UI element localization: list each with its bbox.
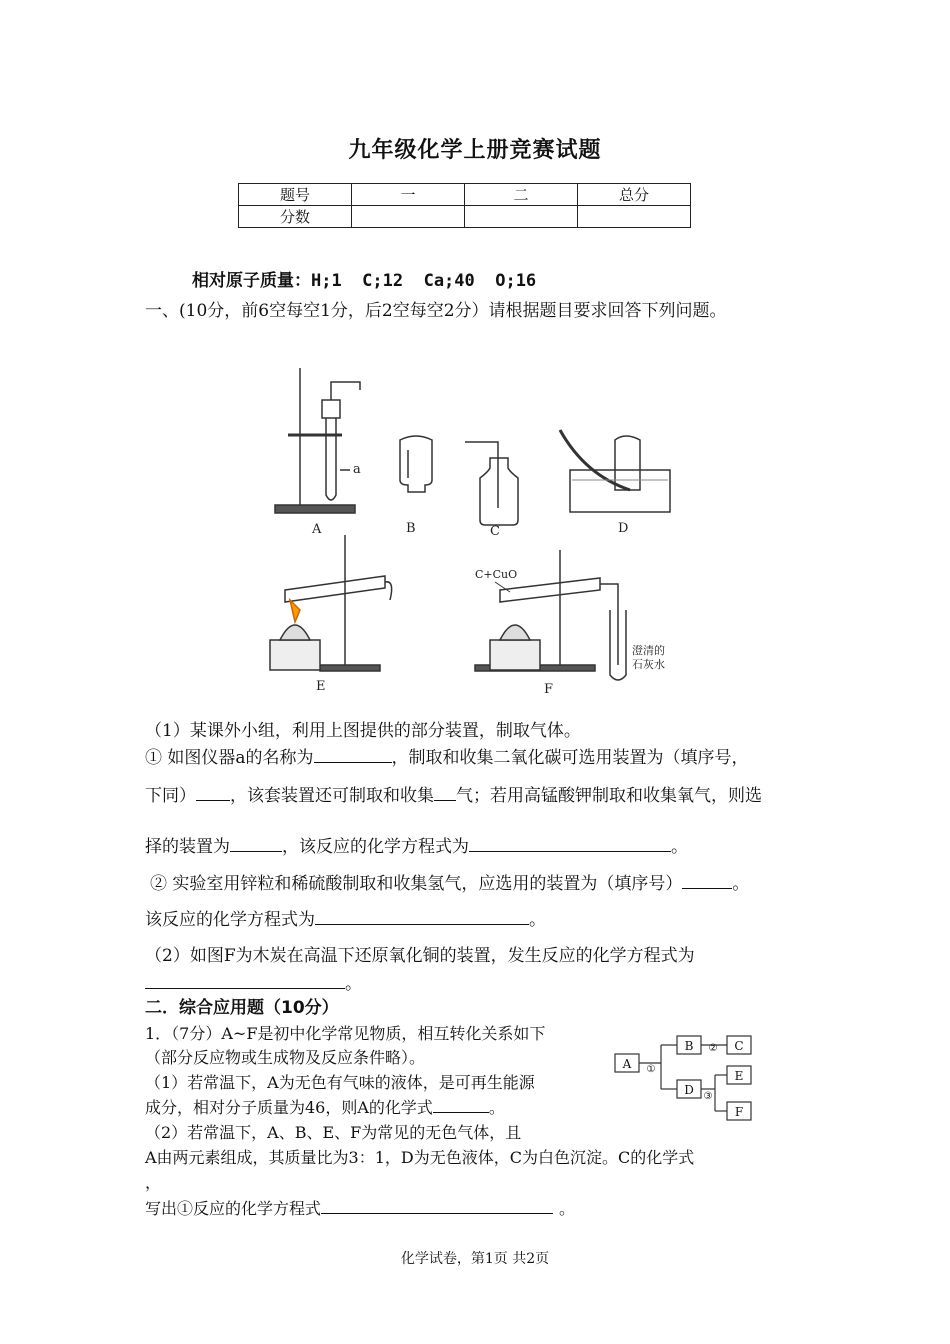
atomic-mass-label: 相对原子质量：	[192, 271, 311, 291]
diagram-label-b: B	[684, 1039, 694, 1053]
q1-text: 。	[732, 874, 750, 894]
figure-label-limewater-1: 澄清的	[632, 644, 665, 657]
q1-text: ② 实验室用锌粒和稀硫酸制取和收集氢气，应选用的装置为（填序号）	[150, 874, 683, 894]
figure-label-D: D	[618, 521, 629, 536]
score-cell	[352, 206, 465, 228]
q1-text: ，该反应的化学方程式为	[282, 837, 469, 857]
diagram-label-c: C	[734, 1039, 744, 1053]
q1-text: 。	[529, 910, 546, 930]
q1-line-4	[150, 869, 749, 894]
relation-diagram	[605, 1024, 765, 1126]
q1-text: 下同）	[145, 786, 196, 806]
figure-label-limewater-2: 石灰水	[632, 658, 665, 671]
q1-text: 气；若用高锰酸钾制取和收集氧气，则选	[456, 786, 762, 806]
s2-p6: A由两元素组成，其质量比为3：1，D为无色液体，C为白色沉淀。C的化学式	[145, 1148, 695, 1167]
q2-line-1: （2）如图F为木炭在高温下还原氧化铜的装置，发生反应的化学方程式为	[145, 946, 695, 966]
page-title: 九年级化学上册竞赛试题	[348, 138, 602, 163]
q1-text: 。	[671, 837, 688, 857]
s2-p1: 1．（7分）A~F是初中化学常见物质，相互转化关系如下	[145, 1024, 546, 1043]
diagram-label-d: D	[684, 1083, 694, 1097]
s2-p8	[145, 1196, 575, 1219]
score-table-header-cell: 二	[465, 184, 578, 206]
diagram-reaction-2: ②	[708, 1043, 718, 1054]
score-table-score-row	[239, 206, 691, 228]
diagram-label-f: F	[734, 1105, 744, 1119]
apparatus-figure	[260, 360, 700, 705]
score-table-header-cell: 总分	[578, 184, 691, 206]
score-table	[238, 183, 691, 228]
s2-text: 写出①反应的化学方程式	[145, 1199, 322, 1218]
s2-p3: （1）若常温下，A为无色有气味的液体，是可再生能源	[145, 1073, 535, 1092]
figure-label-B: B	[406, 521, 416, 536]
figure-label-A: A	[312, 522, 322, 537]
q1-text: ，该套装置还可制取和收集	[230, 786, 434, 806]
diagram-label-e: E	[734, 1069, 744, 1083]
answer-blank[interactable]	[145, 974, 345, 989]
apparatus-e	[270, 535, 392, 671]
apparatus-a	[275, 368, 360, 513]
q1-line-5	[145, 905, 546, 930]
score-cell	[578, 206, 691, 228]
s2-p2: （部分反应物或生成物及反应条件略）。	[145, 1048, 426, 1067]
apparatus-d	[560, 430, 670, 512]
q1-line-3	[145, 832, 688, 857]
q2-text: 。	[345, 974, 362, 994]
answer-blank[interactable]	[469, 837, 671, 852]
diagram-reaction-3: ③	[703, 1091, 713, 1102]
answer-blank[interactable]	[433, 1098, 489, 1113]
q1-line-2	[145, 781, 762, 806]
figure-label-E: E	[316, 679, 326, 694]
figure-label-F: F	[544, 682, 554, 697]
score-table-header-row	[239, 184, 691, 206]
answer-blank[interactable]	[314, 748, 392, 763]
s2-p4	[145, 1095, 505, 1118]
s2-p5: （2）若常温下，A、B、E、F为常见的无色气体，且	[145, 1123, 522, 1142]
answer-blank[interactable]	[315, 910, 529, 925]
score-table-header-cell: 一	[352, 184, 465, 206]
figure-label-cuo: C+CuO	[475, 568, 518, 581]
q1-text: ，制取和收集二氧化碳可选用装置为（填序号，	[391, 748, 749, 768]
diagram-label-a: A	[622, 1057, 632, 1071]
q2-line-2	[145, 969, 362, 994]
q1-line-1	[145, 743, 749, 768]
answer-blank[interactable]	[230, 837, 282, 852]
apparatus-b	[400, 436, 432, 492]
figure-label-a: a	[353, 462, 361, 477]
q1-text: 择的装置为	[145, 837, 230, 857]
figure-label-C: C	[490, 524, 500, 539]
diagram-reaction-1: ①	[646, 1064, 656, 1075]
q1-intro: （1）某课外小组，利用上图提供的部分装置，制取气体。	[145, 721, 581, 741]
s2-text: 。	[488, 1098, 505, 1117]
section1-heading: 一、(10分，前6空每空1分，后2空每空2分）请根据题目要求回答下列问题。	[145, 301, 727, 321]
s2-p7: ，	[145, 1173, 162, 1192]
page-footer: 化学试卷，第1页 共2页	[400, 1251, 550, 1267]
atomic-mass-line	[192, 266, 536, 291]
answer-blank[interactable]	[196, 786, 230, 801]
score-cell	[465, 206, 578, 228]
answer-blank[interactable]	[434, 786, 456, 801]
answer-blank[interactable]	[321, 1199, 553, 1214]
atomic-mass-values: H;1 C;12 Ca;40 O;16	[311, 271, 537, 291]
s2-text: 。	[559, 1199, 576, 1218]
score-table-header-cell: 题号	[239, 184, 352, 206]
score-table-row-label: 分数	[239, 206, 352, 228]
apparatus-c	[465, 442, 518, 525]
q1-text: 该反应的化学方程式为	[145, 910, 315, 930]
s2-text: 成分，相对分子质量为46，则A的化学式	[145, 1098, 433, 1117]
section2-heading: 二．综合应用题（10分）	[145, 998, 339, 1018]
answer-blank[interactable]	[682, 874, 732, 889]
q1-text: ① 如图仪器a的名称为	[145, 748, 314, 768]
